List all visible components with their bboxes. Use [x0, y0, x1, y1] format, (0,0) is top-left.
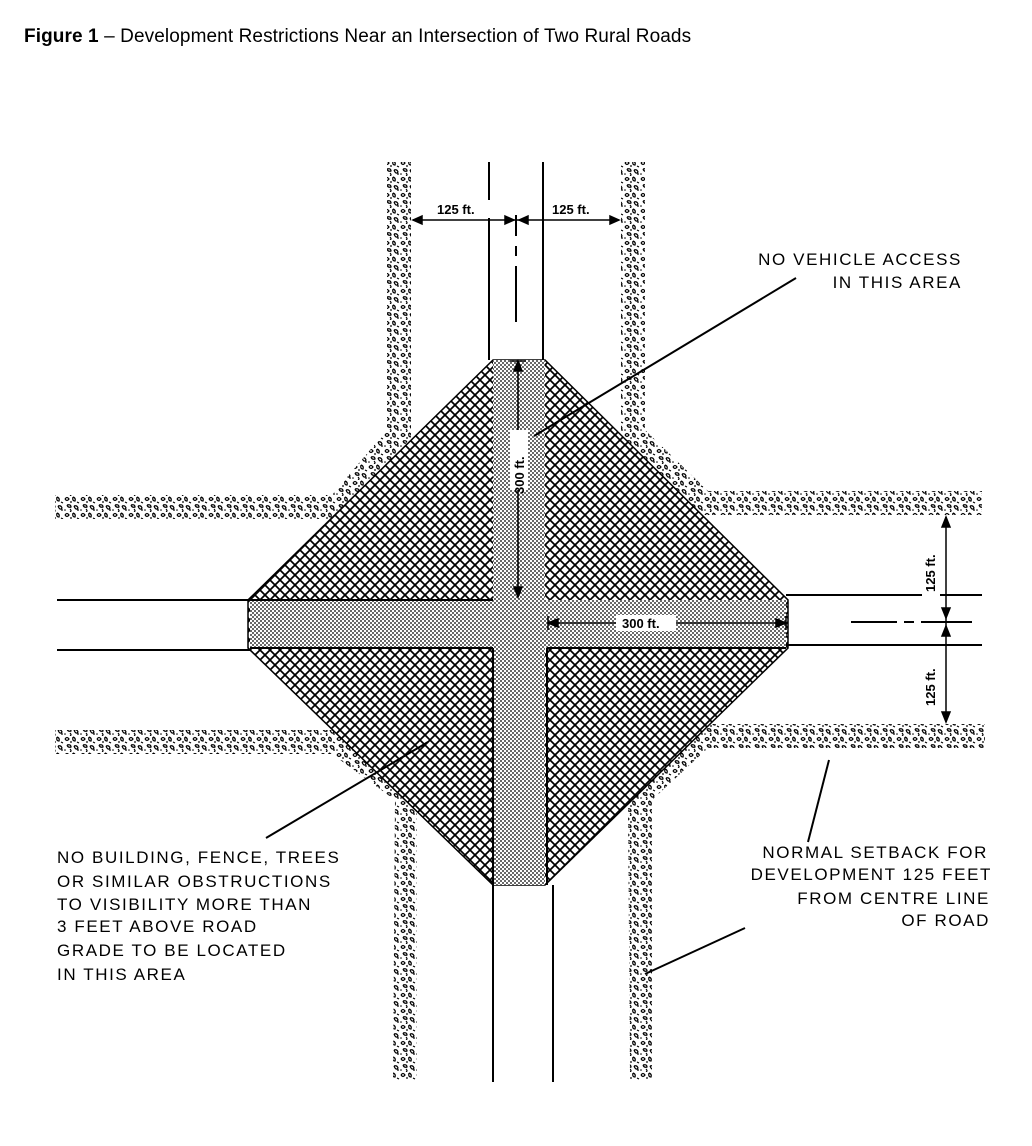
- callout-line: IN THIS AREA: [832, 273, 962, 292]
- callout-line: DEVELOPMENT 125 FEET: [750, 865, 992, 884]
- dim-right-upper: 125 ft.: [923, 554, 938, 592]
- dim-top-left: 125 ft.: [437, 202, 475, 217]
- callout-line: NO BUILDING, FENCE, TREES: [57, 848, 341, 867]
- callout-line: OR SIMILAR OBSTRUCTIONS: [57, 872, 332, 891]
- setback-top-right: [621, 162, 645, 437]
- callout-line: TO VISIBILITY MORE THAN: [57, 895, 313, 914]
- callout-no-vehicle-access: [758, 250, 962, 292]
- setback-right-bottom: [708, 724, 985, 748]
- setback-left-bottom: [55, 730, 332, 754]
- dim-right-lower: 125 ft.: [923, 668, 938, 706]
- dim-horizontal-300: 300 ft.: [622, 616, 660, 631]
- figure-label: Figure 1: [24, 26, 99, 47]
- callout-normal-setback: [751, 843, 992, 930]
- dim-top-right: 125 ft.: [552, 202, 590, 217]
- setback-left-top: [55, 495, 332, 519]
- figure-title: Development Restrictions Near an Intersection of Two Rural Roads: [120, 26, 692, 47]
- setback-bottom-right: [628, 800, 652, 1080]
- callout-line: 3 FEET ABOVE ROAD: [57, 917, 258, 936]
- callout-line: GRADE TO BE LOCATED: [57, 941, 287, 960]
- figure-dash: –: [98, 26, 121, 47]
- callout-line: FROM CENTRE LINE: [797, 889, 990, 908]
- setback-bottom-left: [393, 800, 417, 1080]
- callout-line: OF ROAD: [901, 911, 990, 930]
- callout-line: IN THIS AREA: [57, 965, 187, 984]
- setback-top-left: [387, 162, 411, 437]
- no-access-horizontal: [250, 600, 786, 648]
- dim-vertical-300: 300 ft.: [512, 456, 527, 494]
- callout-line: NO VEHICLE ACCESS: [758, 250, 962, 269]
- setback-right-top: [708, 491, 982, 515]
- callout-line: NORMAL SETBACK FOR: [762, 843, 988, 862]
- callout-no-building: [57, 848, 340, 984]
